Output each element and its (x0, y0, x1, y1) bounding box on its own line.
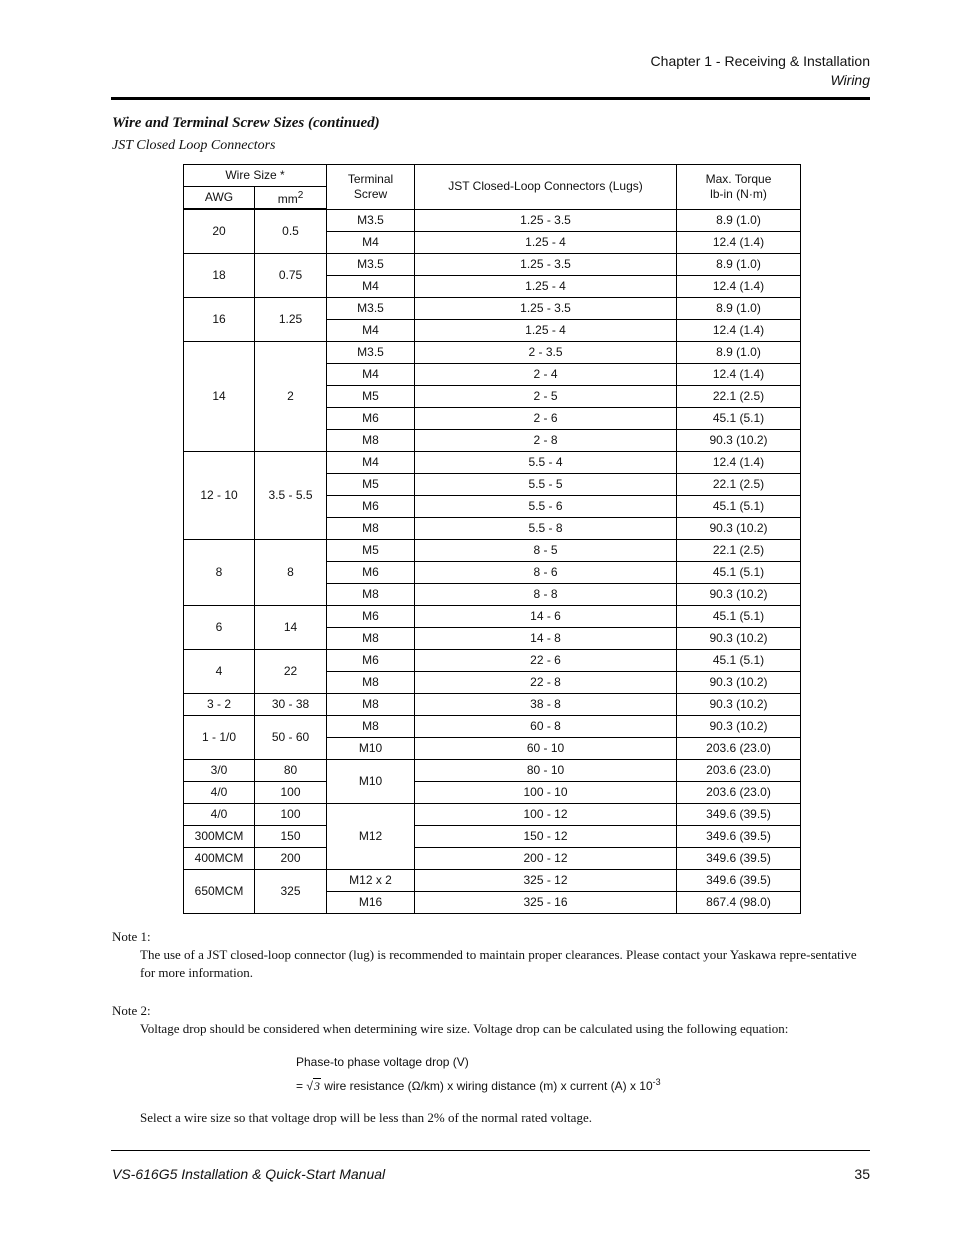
table-row (184, 209, 801, 231)
torque-cell: 203.6 (23.0) (677, 759, 801, 781)
torque-cell: 8.9 (1.0) (677, 209, 801, 231)
awg-cell: 3 - 2 (184, 693, 255, 715)
mm2-cell: 100 (255, 803, 327, 825)
section-title: Wiring (830, 72, 870, 88)
chapter-title: Chapter 1 - Receiving & Installation (650, 53, 870, 69)
awg-cell: 6 (184, 605, 255, 649)
table-row (184, 539, 801, 561)
mm2-cell: 2 (255, 341, 327, 451)
footer-rule (111, 1150, 870, 1151)
torque-cell: 203.6 (23.0) (677, 737, 801, 759)
terminal-screw-cell: M5 (327, 539, 415, 561)
awg-cell: 1 - 1/0 (184, 715, 255, 759)
jst-lug-cell: 5.5 - 4 (415, 451, 677, 473)
terminal-screw-cell: M6 (327, 407, 415, 429)
jst-lug-cell: 2 - 6 (415, 407, 677, 429)
torque-cell: 8.9 (1.0) (677, 341, 801, 363)
torque-cell: 45.1 (5.1) (677, 605, 801, 627)
torque-cell: 349.6 (39.5) (677, 825, 801, 847)
torque-cell: 12.4 (1.4) (677, 231, 801, 253)
table-row (184, 605, 801, 627)
terminal-screw-cell: M12 x 2 (327, 869, 415, 891)
mm2-cell: 150 (255, 825, 327, 847)
awg-cell: 18 (184, 253, 255, 297)
voltage-drop-equation (296, 1052, 661, 1096)
table-row (184, 869, 801, 891)
jst-lug-cell: 1.25 - 4 (415, 319, 677, 341)
mm2-cell: 1.25 (255, 297, 327, 341)
jst-lug-cell: 8 - 8 (415, 583, 677, 605)
table-row (184, 825, 801, 847)
awg-cell: 4 (184, 649, 255, 693)
jst-lug-cell: 100 - 12 (415, 803, 677, 825)
awg-cell: 650MCM (184, 869, 255, 913)
torque-cell: 90.3 (10.2) (677, 429, 801, 451)
table-row (184, 803, 801, 825)
table-subtitle: JST Closed Loop Connectors (112, 138, 276, 153)
wire-size-header: Wire Size * (184, 165, 327, 187)
terminal-screw-cell: M4 (327, 275, 415, 297)
terminal-screw-cell: M8 (327, 693, 415, 715)
torque-cell: 12.4 (1.4) (677, 319, 801, 341)
mm2-header: $mm^2$ (255, 187, 327, 210)
torque-cell: 22.1 (2.5) (677, 539, 801, 561)
jst-lug-cell: 2 - 4 (415, 363, 677, 385)
jst-lug-cell: 14 - 6 (415, 605, 677, 627)
terminal-screw-cell: M8 (327, 715, 415, 737)
torque-cell: 90.3 (10.2) (677, 693, 801, 715)
terminal-screw-cell: M6 (327, 495, 415, 517)
torque-cell: 349.6 (39.5) (677, 869, 801, 891)
torque-cell: 349.6 (39.5) (677, 803, 801, 825)
mm2-cell: 0.75 (255, 253, 327, 297)
equation-line2: = √3 wire resistance (Ω/km) x wiring distance (m) x current (A) x $10^{-3}$ (296, 1072, 661, 1096)
torque-cell: 22.1 (2.5) (677, 385, 801, 407)
mm2-cell: 22 (255, 649, 327, 693)
jst-lug-cell: 8 - 6 (415, 561, 677, 583)
jst-lug-cell: 1.25 - 4 (415, 231, 677, 253)
terminal-screw-cell: M4 (327, 363, 415, 385)
manual-title: VS-616G5 Installation & Quick-Start Manual (112, 1166, 386, 1182)
table-row (184, 451, 801, 473)
jst-lug-cell: 200 - 12 (415, 847, 677, 869)
mm2-cell: 325 (255, 869, 327, 913)
max-torque-header: Max. Torque lb-in (N·m) (677, 165, 801, 210)
mm2-cell: 200 (255, 847, 327, 869)
torque-cell: 203.6 (23.0) (677, 781, 801, 803)
terminal-screw-cell: M4 (327, 451, 415, 473)
jst-lug-cell: 8 - 5 (415, 539, 677, 561)
jst-lug-cell: 100 - 10 (415, 781, 677, 803)
jst-lug-cell: 5.5 - 5 (415, 473, 677, 495)
page-footer (112, 1166, 870, 1182)
table-row (184, 715, 801, 737)
terminal-screw-cell: M12 (327, 803, 415, 869)
select-instruction: Select a wire size so that voltage drop will be less than 2% of the normal rated voltage. (140, 1110, 592, 1125)
jst-lug-cell: 5.5 - 8 (415, 517, 677, 539)
terminal-screw-cell: M3.5 (327, 209, 415, 231)
jst-lug-cell: 2 - 5 (415, 385, 677, 407)
jst-lug-cell: 22 - 8 (415, 671, 677, 693)
jst-lug-cell: 38 - 8 (415, 693, 677, 715)
table-row (184, 649, 801, 671)
awg-header: AWG (184, 187, 255, 210)
terminal-screw-cell: M5 (327, 473, 415, 495)
jst-lug-cell: 325 - 16 (415, 891, 677, 913)
terminal-screw-cell: M8 (327, 627, 415, 649)
terminal-screw-cell: M4 (327, 319, 415, 341)
mm2-cell: 80 (255, 759, 327, 781)
terminal-screw-cell: M6 (327, 649, 415, 671)
awg-cell: 4/0 (184, 781, 255, 803)
sqrt-symbol: √3 (306, 1079, 320, 1093)
torque-cell: 22.1 (2.5) (677, 473, 801, 495)
awg-cell: 8 (184, 539, 255, 605)
notes (112, 928, 868, 1038)
page-title: Wire and Terminal Screw Sizes (continued) (112, 115, 380, 131)
awg-cell: 16 (184, 297, 255, 341)
equation-line1: Phase-to phase voltage drop (V) (296, 1055, 469, 1069)
terminal-screw-cell: M4 (327, 231, 415, 253)
jst-lug-cell: 1.25 - 3.5 (415, 253, 677, 275)
jst-lug-cell: 5.5 - 6 (415, 495, 677, 517)
terminal-screw-cell: M8 (327, 429, 415, 451)
torque-cell: 12.4 (1.4) (677, 363, 801, 385)
mm2-cell: 14 (255, 605, 327, 649)
torque-cell: 90.3 (10.2) (677, 627, 801, 649)
mm2-cell: 3.5 - 5.5 (255, 451, 327, 539)
torque-cell: 45.1 (5.1) (677, 495, 801, 517)
table-body (184, 209, 801, 913)
table-row (184, 759, 801, 781)
terminal-screw-cell: M8 (327, 583, 415, 605)
torque-cell: 45.1 (5.1) (677, 561, 801, 583)
awg-cell: 4/0 (184, 803, 255, 825)
awg-cell: 14 (184, 341, 255, 451)
note2-label: Note 2: (112, 1003, 151, 1018)
awg-cell: 300MCM (184, 825, 255, 847)
mm2-cell: 30 - 38 (255, 693, 327, 715)
terminal-screw-cell: M3.5 (327, 253, 415, 275)
table-row (184, 847, 801, 869)
torque-cell: 867.4 (98.0) (677, 891, 801, 913)
torque-cell: 349.6 (39.5) (677, 847, 801, 869)
mm2-cell: 8 (255, 539, 327, 605)
terminal-screw-cell: M10 (327, 759, 415, 803)
terminal-screw-cell: M5 (327, 385, 415, 407)
torque-cell: 45.1 (5.1) (677, 649, 801, 671)
terminal-screw-cell: M6 (327, 561, 415, 583)
torque-cell: 90.3 (10.2) (677, 583, 801, 605)
jst-lug-cell: 60 - 8 (415, 715, 677, 737)
jst-lug-cell: 14 - 8 (415, 627, 677, 649)
torque-cell: 8.9 (1.0) (677, 297, 801, 319)
jst-lug-cell: 2 - 8 (415, 429, 677, 451)
terminal-screw-cell: M3.5 (327, 341, 415, 363)
jst-lug-cell: 60 - 10 (415, 737, 677, 759)
torque-cell: 12.4 (1.4) (677, 275, 801, 297)
table-row (184, 253, 801, 275)
wire-screw-table (183, 164, 801, 914)
torque-cell: 90.3 (10.2) (677, 517, 801, 539)
terminal-screw-cell: M16 (327, 891, 415, 913)
torque-cell: 45.1 (5.1) (677, 407, 801, 429)
header-rule (111, 97, 870, 100)
table-row (184, 341, 801, 363)
note1-label: Note 1: (112, 929, 151, 944)
terminal-screw-header: Terminal Screw (327, 165, 415, 210)
jst-connector-header: JST Closed-Loop Connectors (Lugs) (415, 165, 677, 210)
jst-lug-cell: 1.25 - 3.5 (415, 209, 677, 231)
table-row (184, 693, 801, 715)
mm2-cell: 50 - 60 (255, 715, 327, 759)
table-row (184, 781, 801, 803)
page-number: 35 (854, 1166, 870, 1182)
torque-cell: 8.9 (1.0) (677, 253, 801, 275)
jst-lug-cell: 150 - 12 (415, 825, 677, 847)
mm2-cell: 100 (255, 781, 327, 803)
page-header (651, 52, 870, 90)
jst-lug-cell: 80 - 10 (415, 759, 677, 781)
note2-text: Voltage drop should be considered when determining wire size. Voltage drop can be calculated using the following equation: (140, 1021, 789, 1036)
terminal-screw-cell: M10 (327, 737, 415, 759)
terminal-screw-cell: M6 (327, 605, 415, 627)
jst-lug-cell: 325 - 12 (415, 869, 677, 891)
terminal-screw-cell: M3.5 (327, 297, 415, 319)
jst-lug-cell: 2 - 3.5 (415, 341, 677, 363)
jst-lug-cell: 1.25 - 4 (415, 275, 677, 297)
terminal-screw-cell: M8 (327, 671, 415, 693)
torque-cell: 90.3 (10.2) (677, 715, 801, 737)
torque-cell: 90.3 (10.2) (677, 671, 801, 693)
awg-cell: 3/0 (184, 759, 255, 781)
note1-text: The use of a JST closed-loop connector (lug) is recommended to maintain proper clearances. Please contact your Yaskawa repre-sentative for more information. (140, 947, 857, 980)
jst-lug-cell: 22 - 6 (415, 649, 677, 671)
jst-lug-cell: 1.25 - 3.5 (415, 297, 677, 319)
awg-cell: 20 (184, 209, 255, 253)
table-row (184, 297, 801, 319)
terminal-screw-cell: M8 (327, 517, 415, 539)
awg-cell: 12 - 10 (184, 451, 255, 539)
awg-cell: 400MCM (184, 847, 255, 869)
torque-cell: 12.4 (1.4) (677, 451, 801, 473)
mm2-cell: 0.5 (255, 209, 327, 253)
